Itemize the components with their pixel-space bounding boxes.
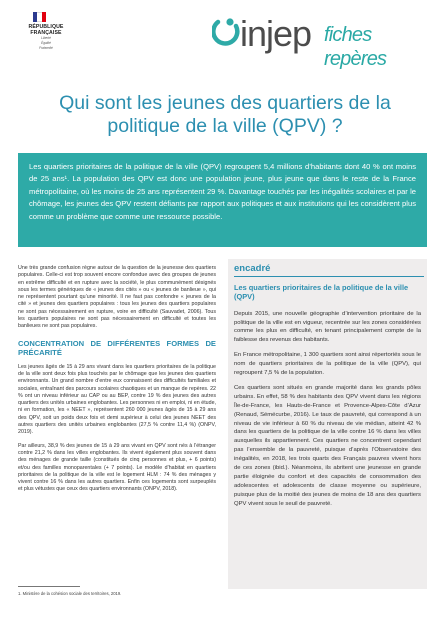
- motto-fraternite: Fraternité: [39, 45, 53, 50]
- motto-liberte: Liberté: [41, 36, 51, 40]
- encadre-paragraph-1: Depuis 2015, une nouvelle géographie d’intervention prioritaire de la politique de la ville est en vigueur, recentrée sur les zones considérées comme les plus en difficulté, en tenant principalement compte de la faiblesse des revenus des habitants.: [234, 310, 421, 344]
- encadre-box: [228, 259, 427, 589]
- encadre-paragraph-2: En France métropolitaine, 1 300 quartiers sont ainsi répertoriés sous le nom de quartiers prioritaires de la politique de la ville (QPV), qui regroupent 7,5 % de la population.: [234, 352, 421, 377]
- left-paragraph-2: Les jeunes âgés de 15 à 29 ans vivant dans les quartiers prioritaires de la politique de la ville sont deux fois plus touchés par le chômage que les jeunes des quartiers environnants. Un grand nombre d’entre eux connaissent des difficultés familiales et sociales, entraînant des parcours scolaires chaotiques et un manque de repères. 22 % ont un niveau inférieur au CAP ou au BEP, contre 19 % des jeunes des autres quartiers des unités urbaines englobantes. Les personnes ni en emploi, ni en étude, ni en formation, les « NEET », représentent 260 000 jeunes âgés de 15 à 29 ans des QPV, soit un poids deux fois et demi supérieur à celui des jeunes NEET des autres quartiers des unités urbaines englobantes (27,5 % contre 11,4 %) (ONPV, 2019).: [18, 363, 216, 436]
- intro-box: [18, 153, 427, 247]
- injep-logo: [212, 12, 437, 70]
- intro-text: Les quartiers prioritaires de la politique de la ville (QPV) regroupent 5,4 millions d’habitants dont 40 % ont moins de 25 ans¹. La population des QPV est donc une population jeune, plus jeune que dans le reste de la France métropolitaine, où les moins de 25 ans représentent 29 %. Davantage touchés par les inégalités scolaires et par le chômage, les jeunes des QPV restent défiants par rapport aux politiques et aux institutions qui les considèrent plus comme un problème que comme une ressource possible.: [29, 162, 416, 221]
- flag-red: [42, 12, 46, 22]
- logo-subtitle: fiches repères: [324, 24, 387, 70]
- left-paragraph-1: Une très grande confusion règne autour de la question de la jeunesse des quartiers populaires. Celle-ci est trop souvent encore confondue avec des groupes de jeunes en extrême difficulté et en rupture avec la société, le plus communément désignés sous les termes génériques de « jeunes des cités » ou « jeunes de banlieue », qui ne représentent pourtant qu’une minorité. Il ne faut pas confondre « jeunes de la cité » et jeunes des quartiers populaires : tous les jeunes des quartiers populaires ne sont pas nécessairement en rupture, voire en difficulté (Sauvadet, 2006). Tous les quartiers populaires ne sont pas nécessairement en difficulté et toutes les banlieues ne sont pas populaires.: [18, 265, 216, 330]
- footnote: 1. Ministère de la cohésion sociale des territoires, 2019.: [18, 591, 122, 596]
- footnote-rule: [18, 586, 80, 587]
- french-flag-icon: [33, 12, 46, 22]
- page-title: Qui sont les jeunes des quartiers de la politique de la ville (QPV) ?: [59, 92, 391, 137]
- encadre-paragraph-3: Ces quartiers sont situés en grande majorité dans les grands pôles urbains. En effet, 58 % des habitants des QPV vivent dans les régions Île-de-France, les Hauts-de-France et Provence-Alpes-Côte d’Azur (Renaud, Sémécurbe, 2016). Le taux de pauvreté, qui correspond à un niveau de vie inférieur à 60 % du niveau de vie médian, atteint 42 % dans les quartiers de la politique de la ville contre 16 % dans les villes auxquelles ils appartiennent. Ces quartiers ne concentrent cependant pas l’ensemble de la pauvreté, puisque d’après l’Observatoire des inégalités, en 2018, les trois quarts des Français pauvres vivent hors de ces zones (ibid.). Néanmoins, ils abritent une jeunesse en grande partie éloignée du confort et des capacités de consommation des adolescentes et adolescents de classe moyenne ou supérieure, puisque plus de la moitié des jeunes de moins de 18 ans des quartiers QPV vivent sous le seuil de pauvreté.: [234, 384, 421, 507]
- encadre-label: encadré: [234, 263, 424, 277]
- section-heading: CONCENTRATION DE DIFFÉRENTES FORMES DE PRÉCARITÉ: [18, 338, 216, 358]
- logo-word: injep: [240, 13, 312, 54]
- republique-francaise-logo: [16, 12, 76, 50]
- encadre-title: Les quartiers prioritaires de la politique de la ville (QPV): [234, 283, 409, 301]
- motto-egalite: Égalité: [41, 40, 51, 45]
- republic-name: RÉPUBLIQUE FRANÇAISE: [28, 24, 64, 36]
- encadre-body: [234, 310, 421, 509]
- left-column: [18, 265, 216, 500]
- left-paragraph-3: Par ailleurs, 38,9 % des jeunes de 15 à 29 ans vivant en QPV sont nés à l’étranger contre 21,2 % dans les villes englobantes. Ils vivent également plus souvent dans des ménages de grande taille (constitués de cinq personnes et plus, + 6 points) et/ou des familles monoparentales (+ 7 points). Le modèle d’habitat en quartiers prioritaires de la politique de la ville est le logement HLM : 74 % des ménages y vivent contre 16 % dans les autres quartiers. Enfin ces logements sont surpeuplés et plus vétustes que ceux des quartiers environnants (ONPV, 2018).: [18, 442, 216, 493]
- injep-logo-icon: [212, 16, 240, 50]
